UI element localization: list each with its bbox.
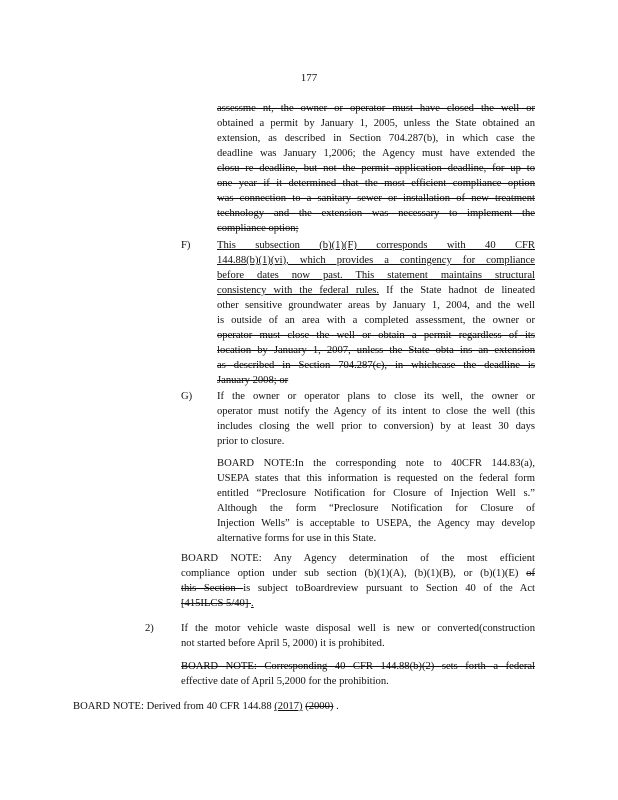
struck-text: location by January 1, 2007, unless the State obta ins an extension [217,345,535,356]
item-f-letter: F) [181,240,191,251]
struck-text: January 2008; or [217,375,289,386]
text-line [217,531,535,546]
text-line [217,191,535,206]
struck-text: one year if it determined that the most efficient compliance option [217,178,535,189]
text-line [217,501,535,516]
text-run: Injection Wells” is acceptable to USEPA, the Agency may develop [217,518,535,529]
text-line [217,176,535,191]
text-line [217,389,535,404]
text-run: obtained a permit by January 1, 2005, unless the State obtained an [217,118,535,129]
text-line [217,253,535,268]
final-board-note [73,699,473,714]
item-g-letter: G) [181,391,193,402]
text-line [217,419,535,434]
text-run: includes closing the well prior to conversion) by at least 30 days [217,421,535,432]
text-run: If the motor vehicle waste disposal well is new or converted(construction [181,623,535,634]
text-line [217,131,535,146]
text-line [181,659,535,674]
text-run: If the State hadnot de lineated [379,285,535,296]
text-line [217,343,535,358]
text-line [217,101,535,116]
struck-text: [415ILCS 5/40] [181,598,252,609]
struck-text: this Section [181,583,244,594]
text-line [217,146,535,161]
text-line [217,161,535,176]
text-run: . [333,701,339,712]
text-line [217,283,535,298]
text-line [217,221,535,236]
text-run: BOARD NOTE: Derived from 40 CFR 144.88 [73,701,275,712]
inserted-text: 144.88(b)(1)(vi), which provides a contingency for compliance [217,255,535,266]
text-line [217,298,535,313]
struck-text: closu re deadline, but not the permit application deadline, for up to [217,163,535,174]
item-g-text [217,389,535,449]
board-note-g [217,456,535,546]
struck-text: of [526,568,535,579]
text-line [217,373,535,388]
text-line [217,516,535,531]
text-run: BOARD NOTE:In the corresponding note to 40CFR 144.83(a), [217,458,535,469]
text-line [217,471,535,486]
text-run: BOARD NOTE: Any Agency determination of the most efficient [181,553,535,564]
text-line [217,268,535,283]
item-2-number: 2) [145,623,154,634]
text-line [181,596,535,611]
text-line [181,551,535,566]
text-run: operator must notify the Agency of its intent to close the well (this [217,406,535,417]
text-line [217,486,535,501]
text-line [217,116,535,131]
text-run: is subject toBoardreview pursuant to Section 40 of the Act [243,583,535,594]
page-number: 177 [300,72,318,84]
inserted-text: . [251,598,254,609]
text-run: If the owner or operator plans to close its well, the owner or [217,391,535,402]
text-run: entitled “Preclosure Notification for Closure of Injection Well s.” [217,488,535,499]
text-line [181,674,535,689]
struck-text: as described in Section 704.287(c), in whichcase the deadline is [217,360,535,371]
text-line [181,636,535,651]
item-f-text [217,238,535,388]
inserted-text: before dates now past. This statement maintains structural [217,270,535,281]
struck-text: BOARD NOTE: Corresponding 40 CFR 144.88(b)(2) sets forth a federal [181,661,535,672]
text-line [217,238,535,253]
struck-text: technology and the extension was necessary to implement the [217,208,535,219]
text-line [217,328,535,343]
text-line [181,581,535,596]
text-line [217,434,535,449]
struck-text: (2000) [305,701,334,712]
text-line [181,566,535,581]
text-run: USEPA states that this information is requested on the federal form [217,473,535,484]
text-run: alternative forms for use in this State. [217,533,377,544]
text-line [181,621,535,636]
text-run: extension, as described in Section 704.287(b), in which case the [217,133,535,144]
item-2-text [181,621,535,651]
struck-text: assessme nt, the owner or operator must have closed the well or [217,103,535,114]
text-line [217,404,535,419]
inserted-text: consistency with the federal rules. [217,285,380,296]
paragraph-e-continuation [217,101,535,236]
text-run: is outside of an area with a completed assessment, the owner or [217,315,535,326]
text-run: effective date of April 5,2000 for the prohibition. [181,676,389,687]
text-line [217,456,535,471]
board-note-b1 [181,551,535,611]
inserted-text: This subsection (b)(1)(F) corresponds with 40 CFR [217,240,535,251]
text-run: compliance option under sub section (b)(1)(A), (b)(1)(B), or (b)(1)(E) [181,568,527,579]
text-run: not started before April 5, 2000) it is prohibited. [181,638,385,649]
text-run: prior to closure. [217,436,285,447]
board-note-2 [181,659,535,689]
text-run: Although the form “Preclosure Notification for Closure of [217,503,535,514]
text-line [73,699,473,714]
struck-text: was connection to a sanitary sewer or installation of new treatment [217,193,535,204]
text-run: deadline was January 1,2006; the Agency must have extended the [217,148,535,159]
text-line [217,358,535,373]
struck-text: compliance option; [217,223,299,234]
inserted-text: (2017) [274,701,303,712]
struck-text: operator must close the well or obtain a permit regardless of its [217,330,535,341]
text-run: other sensitive groundwater areas by January 1, 2004, and the well [217,300,535,311]
text-line [217,313,535,328]
text-line [217,206,535,221]
